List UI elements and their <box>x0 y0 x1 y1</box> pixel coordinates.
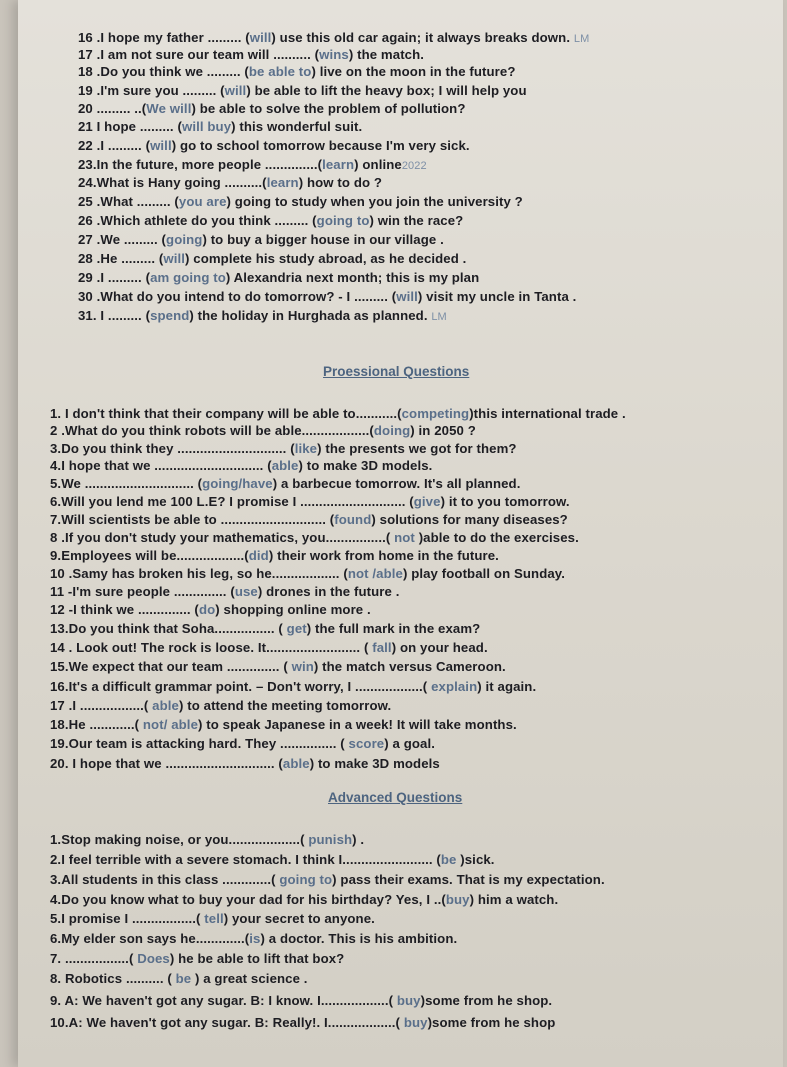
adv-question-8: 8. Robotics .......... ( be ) a great science . <box>50 971 308 986</box>
professional-questions-heading: Proessional Questions <box>323 364 470 379</box>
advanced-questions-heading: Advanced Questions <box>328 790 463 805</box>
question-30: 30 .What do you intend to do tomorrow? - I ......... (will) visit my uncle in Tanta . <box>78 289 577 304</box>
pro-question-6: 6.Will you lend me 100 L.E? I promise I ............................ (give) it to you tomorrow. <box>50 494 570 509</box>
question-23: 23.In the future, more people ..............(learn) online2022 <box>78 157 427 172</box>
pro-question-16: 16.It's a difficult grammar point. – Don't worry, I ..................( explain) it again. <box>50 679 537 694</box>
adv-question-1: 1.Stop making noise, or you...................( punish) . <box>50 832 365 847</box>
adv-question-5: 5.I promise I .................( tell) your secret to anyone. <box>50 911 375 926</box>
pro-question-17: 17 .I .................( able) to attend the meeting tomorrow. <box>50 698 392 713</box>
question-27: 27 .We ......... (going) to buy a bigger house in our village . <box>78 232 444 247</box>
adv-question-10: 10.A: We haven't got any sugar. B: Really!. I..................( buy)some from he shop <box>50 1015 556 1030</box>
pro-question-5: 5.We ............................. (going/have) a barbecue tomorrow. It's all planned. <box>50 476 521 491</box>
adv-question-7: 7. .................( Does) he be able to lift that box? <box>50 951 345 966</box>
adv-question-9: 9. A: We haven't got any sugar. B: I know. I..................( buy)some from he shop. <box>50 993 553 1008</box>
pro-question-8: 8 .If you don't study your mathematics, you................( not )able to do the exercises. <box>50 530 579 545</box>
pro-question-4: 4.I hope that we ............................. (able) to make 3D models. <box>50 458 433 473</box>
question-26: 26 .Which athlete do you think ......... (going to) win the race? <box>78 213 464 228</box>
pro-question-1: 1. I don't think that their company will be able to...........(competing)this international trade . <box>50 406 626 421</box>
pro-question-3: 3.Do you think they ............................. (like) the presents we got for them? <box>50 441 517 456</box>
question-28: 28 .He ......... (will) complete his study abroad, as he decided . <box>78 251 467 266</box>
worksheet-page <box>18 0 783 1067</box>
pro-question-11: 11 -I'm sure people .............. (use) drones in the future . <box>50 584 400 599</box>
pro-question-15: 15.We expect that our team .............. ( win) the match versus Cameroon. <box>50 659 506 674</box>
pro-question-9: 9.Employees will be..................(did) their work from home in the future. <box>50 548 499 563</box>
question-25: 25 .What ......... (you are) going to study when you join the university ? <box>78 194 523 209</box>
question-31: 31. I ......... (spend) the holiday in Hurghada as planned. LM <box>78 308 447 323</box>
question-17: 17 .I am not sure our team will .......... (wins) the match. <box>78 47 425 62</box>
adv-question-6: 6.My elder son says he.............(is) a doctor. This is his ambition. <box>50 931 458 946</box>
pro-question-10: 10 .Samy has broken his leg, so he.................. (not /able) play football on Sunday. <box>50 566 566 581</box>
question-24: 24.What is Hany going ..........(learn) how to do ? <box>78 175 383 190</box>
adv-question-2: 2.I feel terrible with a severe stomach. I think I........................ (be )sick. <box>50 852 495 867</box>
pro-question-7: 7.Will scientists be able to ............................ (found) solutions for many diseases? <box>50 512 568 527</box>
pro-question-14: 14 . Look out! The rock is loose. It......................... ( fall) on your head. <box>50 640 488 655</box>
question-29: 29 .I ......... (am going to) Alexandria next month; this is my plan <box>78 270 480 285</box>
question-19: 19 .I'm sure you ......... (will) be able to lift the heavy box; I will help you <box>78 83 527 98</box>
adv-question-3: 3.All students in this class .............( going to) pass their exams. That is my expectation. <box>50 872 605 887</box>
pro-question-18: 18.He ............( not/ able) to speak Japanese in a week! It will take months. <box>50 717 517 732</box>
question-18: 18 .Do you think we ......... (be able to) live on the moon in the future? <box>78 64 516 79</box>
pro-question-19: 19.Our team is attacking hard. They ............... ( score) a goal. <box>50 736 435 751</box>
pro-question-12: 12 -I think we .............. (do) shopping online more . <box>50 602 371 617</box>
pro-question-20: 20. I hope that we ............................. (able) to make 3D models <box>50 756 440 771</box>
question-20: 20 ......... ..(We will) be able to solve the problem of pollution? <box>78 101 466 116</box>
pro-question-2: 2 .What do you think robots will be able..................(doing) in 2050 ? <box>50 423 476 438</box>
question-21: 21 I hope ......... (will buy) this wonderful suit. <box>78 119 363 134</box>
question-22: 22 .I ......... (will) go to school tomorrow because I'm very sick. <box>78 138 470 153</box>
question-16: 16 .I hope my father ......... (will) use this old car again; it always breaks down. LM <box>78 30 590 45</box>
pro-question-13: 13.Do you think that Soha................ ( get) the full mark in the exam? <box>50 621 481 636</box>
adv-question-4: 4.Do you know what to buy your dad for his birthday? Yes, I ..(buy) him a watch. <box>50 892 559 907</box>
